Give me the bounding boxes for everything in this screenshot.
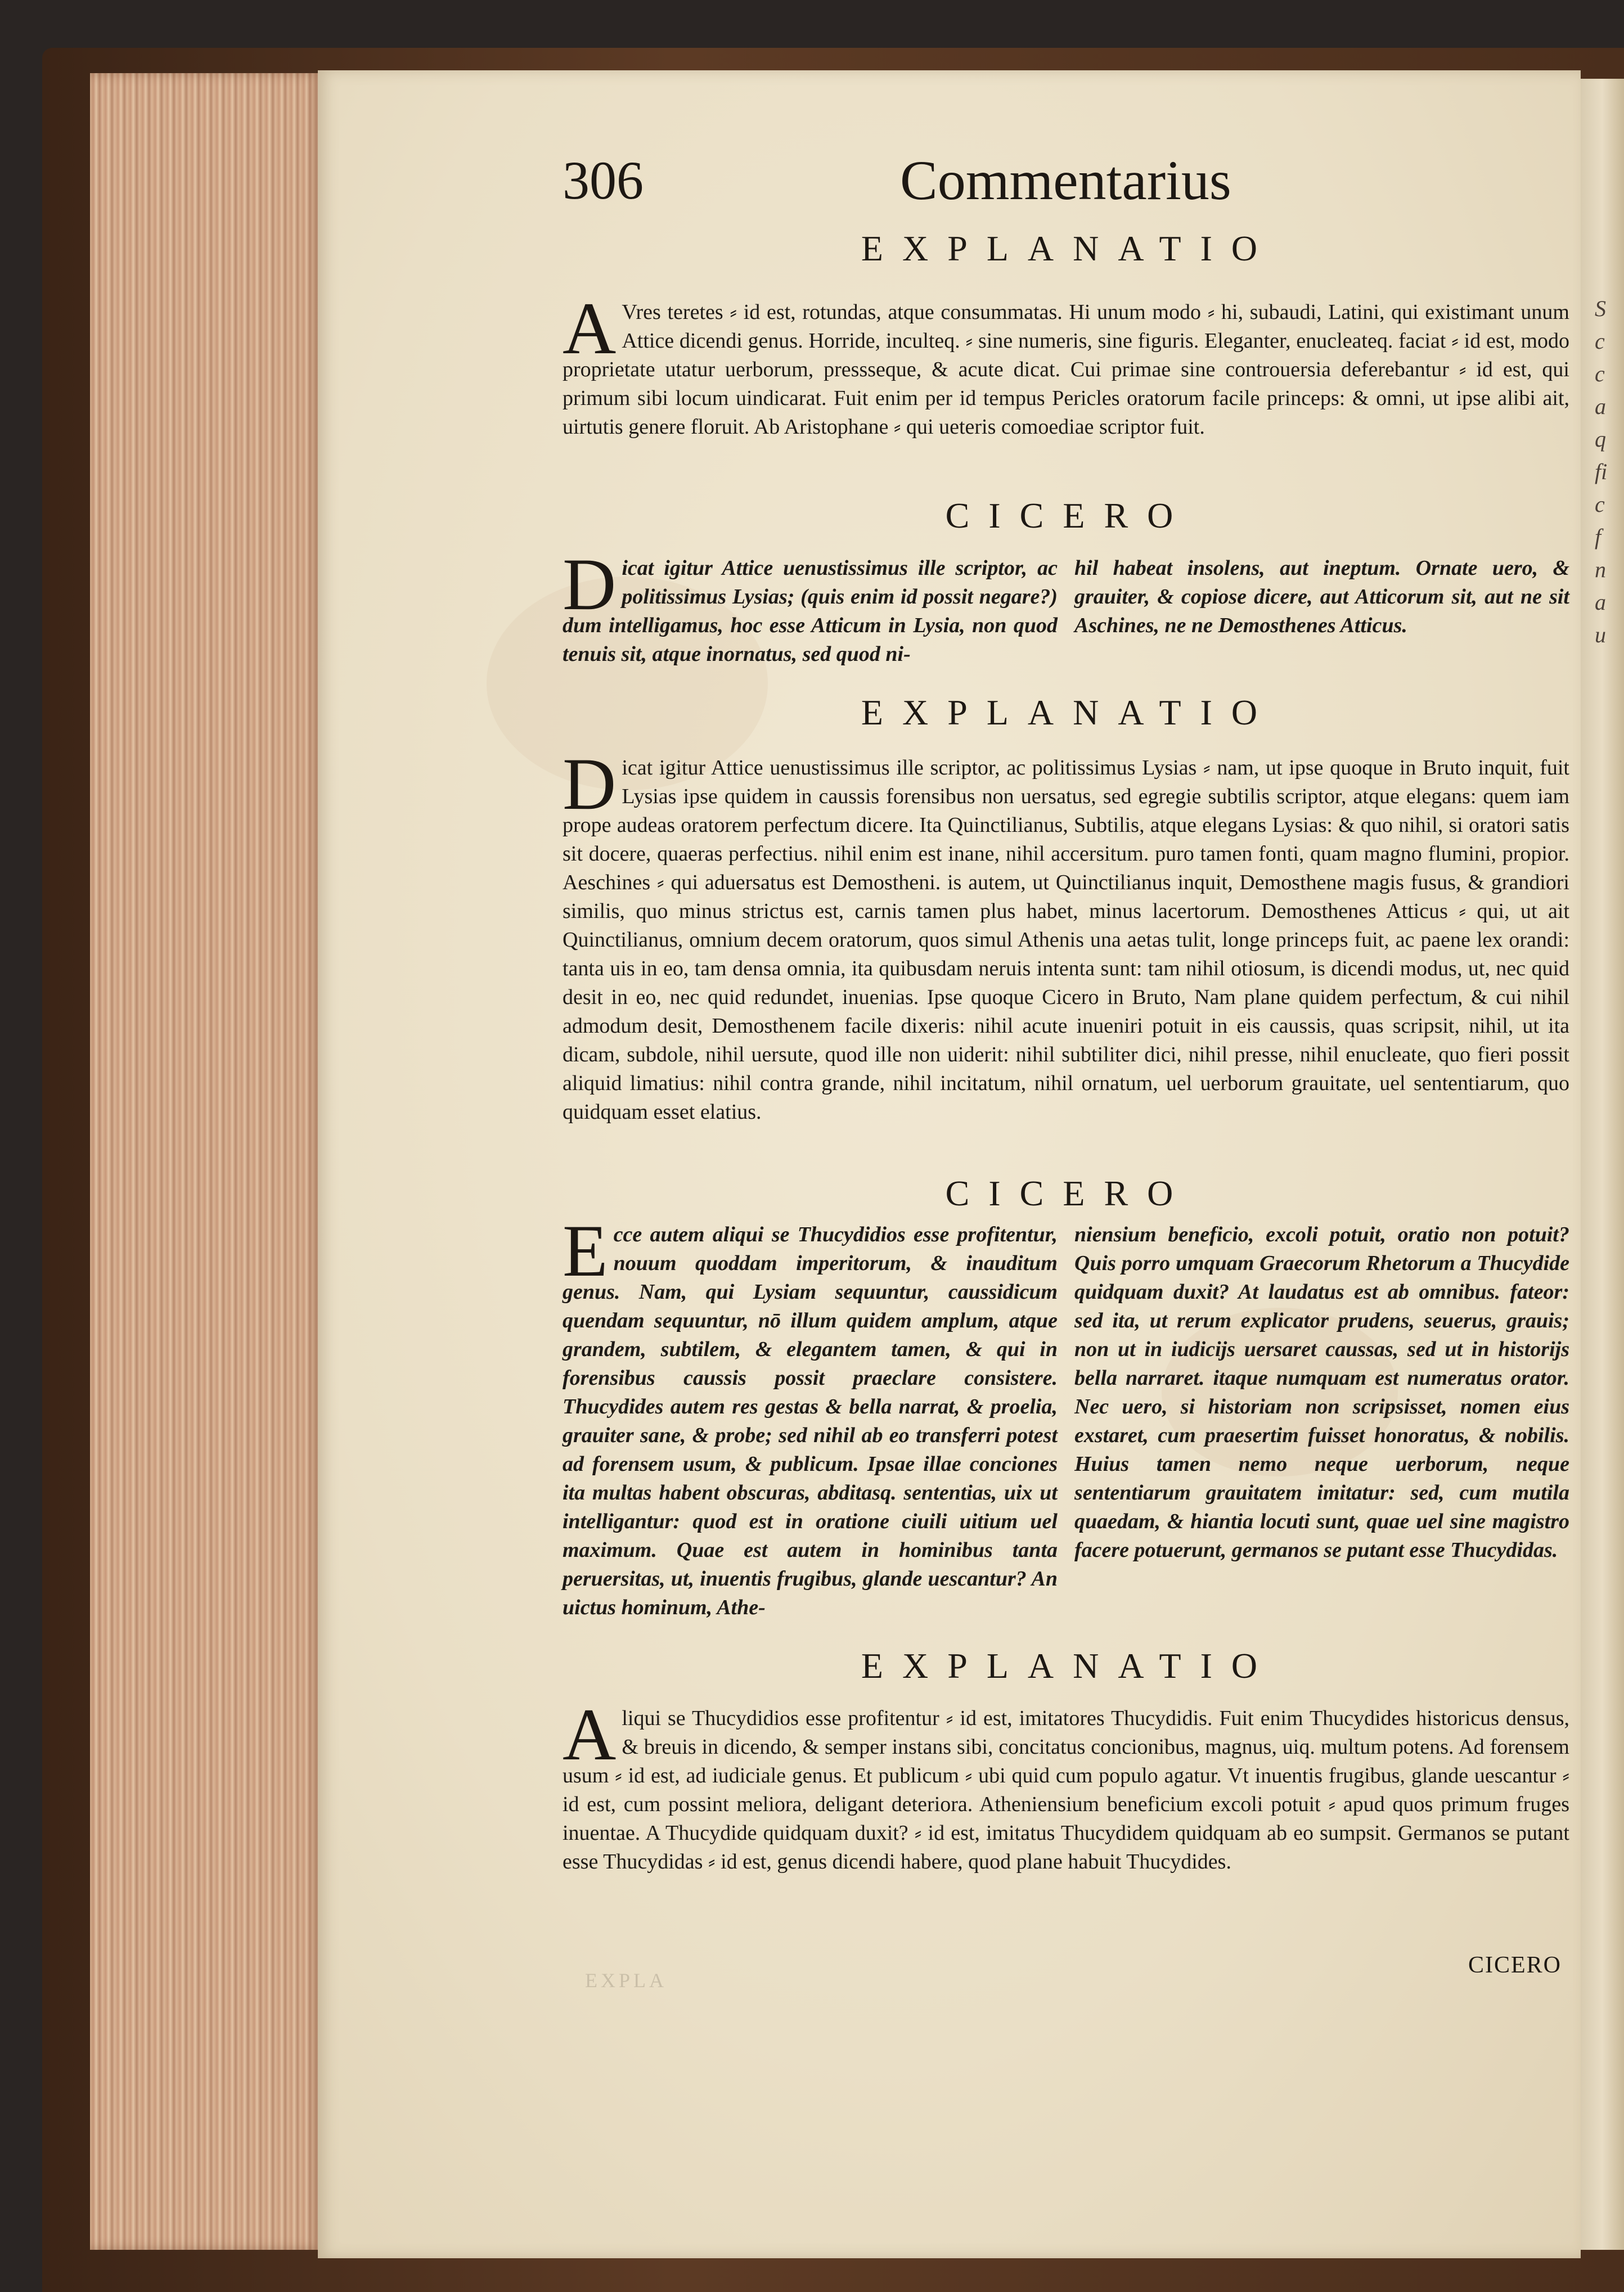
drop-cap: A <box>563 1693 617 1776</box>
cicero-column-left <box>563 1209 1058 1622</box>
cicero-columns-2 <box>563 1209 1569 1622</box>
section-heading-explanatio-1: EXPLANATIO <box>861 228 1277 268</box>
page-number: 306 <box>563 150 644 210</box>
column-text: niensium beneficio, excoli potuit, oratio non potuit? Quis porro umquam Graecorum Rhetorum a Thucydide quidquam duxit? At laudatus est ab omnibus. fateor: sed ita, ut rerum explicator prudens, seuerus, grauis; non ut in iudicijs uersaret caussas, sed ut in historijs bella narraret. itaque numquam est numeratus orator. Nec uero, si historiam non scripsisset, nomen eius exstaret, cum praesertim fuisset honoratus, & nobilis. Huius tamen nemo neque uerborum, neque sententiarum grauitatem imitatur: sed, cum mutila quaedam, & hiantia locuti sunt, quae uel sine magistro facere potuerunt, germanos se putant esse Thucydidas. <box>1074 1223 1569 1562</box>
paragraph-text: Vres teretes ⸗ id est, rotundas, atque consummatas. Hi unum modo ⸗ hi, subaudi, Latini, qui existimant unum Attice dicendi genus. Horride, inculteq. ⸗ sine numeris, sine figuris. Eleganter, enucleateq. faciat ⸗ id est, modo proprietate utatur uerborum, pressseque, & acute dicat. Cui primae sine controuersia deferebantur ⸗ id est, qui primum sibi locum uindicarat. Fuit enim per id tempus Pericles oratorum facile princeps: & omni, ut ipse alibi ait, uirtutis genere floruit. Ab Aristophane ⸗ qui ueteris comoediae scriptor fuit. <box>563 300 1569 439</box>
running-title: Commentarius <box>900 149 1231 211</box>
section-heading-cicero-2: CICERO <box>945 1173 1193 1213</box>
drop-cap: D <box>563 742 617 825</box>
paragraph-text: liqui se Thucydidios esse profitentur ⸗ id est, imitatores Thucydidis. Fuit enim Thucydides historicus densus, & breuis in dicendo, & semper instans sibi, concitatus concionibus, magnus, uiq. multum potens. Ad forensem usum ⸗ id est, ad iudiciale genus. Et publicum ⸗ ubi quid cum populo agatur. Vt inuentis frugibus, glande uescantur ⸗ id est, cum possint meliora, deligant deteriora. Atheniensium beneficium excoli potuit ⸗ apud quos primum fruges inuentae. A Thucydide quidquam duxit? ⸗ id est, imitatus Thucydidem quidquam ab eo sumpsit. Germanos se putant esse Thucydidas ⸗ id est, genus dicendi habere, quod plane habuit Thucydides. <box>563 1706 1569 1874</box>
offset-print: EXPLA <box>585 1969 667 1992</box>
explanatio-paragraph-3 <box>563 1693 1569 1876</box>
section-heading-explanatio-3: EXPLANATIO <box>861 1646 1277 1686</box>
cicero-column-right <box>1074 554 1569 669</box>
column-text: cce autem aliqui se Thucydidios esse profitentur, nouum quoddam imperitorum, & inauditum genus. Nam, qui Lysiam sequuntur, caussidicum quendam sequuntur, nō illum quidem amplum, atque grandem, subtilem, & elegantem tamen, & qui in forensibus caussis possit praeclare consistere. Thucydides autem res gestas & bella narrat, & proelia, grauiter sane, & probe; sed nihil ab eo transferri potest ad forensem usum, & publicum. Ipsae illae conciones ita multas habent obscuras, abditasq. sententias, uix ut intelligantur: quod est in oratione ciuili uitium uel maximum. Quae est autem in hominibus tanta peruersitas, ut, inuentis frugibus, glande uescantur? An uictus hominum, Athe- <box>563 1223 1058 1619</box>
cicero-column-right <box>1074 1221 1569 1622</box>
page-header <box>563 138 1249 211</box>
catchword: CICERO <box>1468 1952 1562 1978</box>
explanatio-paragraph-1 <box>563 287 1569 442</box>
page-block-edge <box>90 73 321 2250</box>
cicero-columns-1 <box>563 543 1569 669</box>
drop-cap: A <box>563 287 617 370</box>
explanatio-paragraph-2 <box>563 742 1569 1127</box>
drop-cap: D <box>563 543 617 625</box>
column-text: icat igitur Attice uenustissimus ille scriptor, ac politissimus Lysias; (quis enim id possit negare?) dum intelligamus, hoc esse Atticum in Lysia, non quod tenuis sit, atque inornatus, sed quod ni- <box>563 556 1058 666</box>
next-page-bleed: S c c a q fi c f n a u <box>1595 296 1608 647</box>
cicero-column-left <box>563 543 1058 669</box>
section-heading-explanatio-2: EXPLANATIO <box>861 692 1277 732</box>
section-heading-cicero-1: CICERO <box>945 496 1193 535</box>
paragraph-text: icat igitur Attice uenustissimus ille scriptor, ac politissimus Lysias ⸗ nam, ut ipse quoque in Bruto inquit, fuit Lysias ipse quidem in caussis forensibus non uersatus, sed egregie subtilis scriptor, atque elegans: quem iam prope audeas oratorem perfectum dicere. Ita Quinctilianus, Subtilis, atque elegans Lysias: & quo nihil, si oratori satis sit docere, quaeras perfectius. nihil enim est inane, nihil accersitum. puro tamen fonti, quam magno flumini, propior. Aeschines ⸗ qui aduersatus est Demostheni. is autem, ut Quinctilianus inquit, Demosthene magis fusus, & grandiori similis, quo minus strictus est, carnis tamen plus habet, minus lacertorum. Demosthenes Atticus ⸗ qui, ut ait Quinctilianus, omnium decem oratorum, quos simul Athenis una aetas tulit, longe princeps fuit, ac paene lex orandi: tanta uis in eo, tam densa omnia, ita quibusdam neruis intenta sunt: tam nihil otiosum, is dicendi modus, ut, nec quid desit in eo, nec quid redundet, inuenias. Ipse quoque Cicero in Bruto, Nam plane quidem perfectum, & cui nihil admodum desit, Demosthenem facile dixeris: nihil acute inueniri potuit in eis caussis, quas scripsit, nihil, ut ita dicam, subdole, nihil uersute, quod ille non uiderit: nihil subtiliter dici, nihil presse, nihil enucleate, quo fieri possit aliquid limatius: nihil contra grande, nihil incitatum, nihil ornatum, uel uerborum grauitate, uel sententiarum, quo quidquam esset elatius. <box>563 756 1569 1124</box>
column-text: hil habeat insolens, aut ineptum. Ornate uero, & grauiter, & copiose dicere, aut Atticorum sit, aut ne sit Aschines, ne ne Demosthenes Atticus. <box>1074 556 1569 637</box>
drop-cap: E <box>563 1209 608 1292</box>
